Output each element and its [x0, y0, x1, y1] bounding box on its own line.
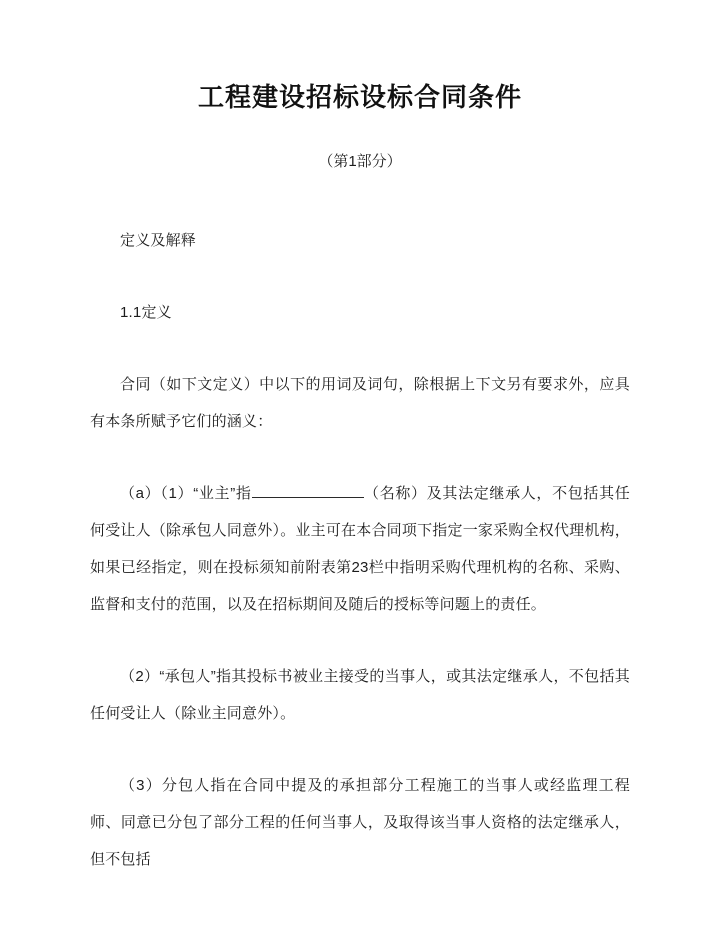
section-heading-1-1-definition: 1.1定义 [120, 304, 172, 321]
paragraph-item-a-owner-definition [90, 475, 630, 623]
section-heading-definitions: 定义及解释 [120, 232, 197, 249]
paragraph-intro: 合同（如下文定义）中以下的用词及词句，除根据上下文另有要求外，应具有本条所赋予它们的涵义： [90, 376, 630, 430]
item-a-text-before-blank: （a）（1）“业主”指 [120, 485, 252, 502]
fill-in-blank-owner-name [252, 482, 364, 498]
document-subtitle: （第1部分） [318, 153, 402, 170]
paragraph-item-3-subcontractor-definition: （3）分包人指在合同中提及的承担部分工程施工的当事人或经监理工程师、同意已分包了部分工程的任何当事人，及取得该当事人资格的法定继承人，但不包括 [90, 777, 630, 868]
item-a-text-after-blank: （名称）及其法定继承人，不包括其任何受让人（除承包人同意外）。业主可在本合同项下指定一家采购全权代理机构，如果已经指定，则在投标须知前附表第23栏中指明采购代理机构的名称、采购、监督和支付的范围，以及在招标期间及随后的授标等问题上的责任。 [90, 485, 630, 613]
paragraph-item-2-contractor-definition: （2）“承包人”指其投标书被业主接受的当事人，或其法定继承人，不包括其任何受让人（除业主同意外）。 [90, 668, 630, 722]
document-title: 工程建设招标设标合同条件 [197, 82, 522, 112]
